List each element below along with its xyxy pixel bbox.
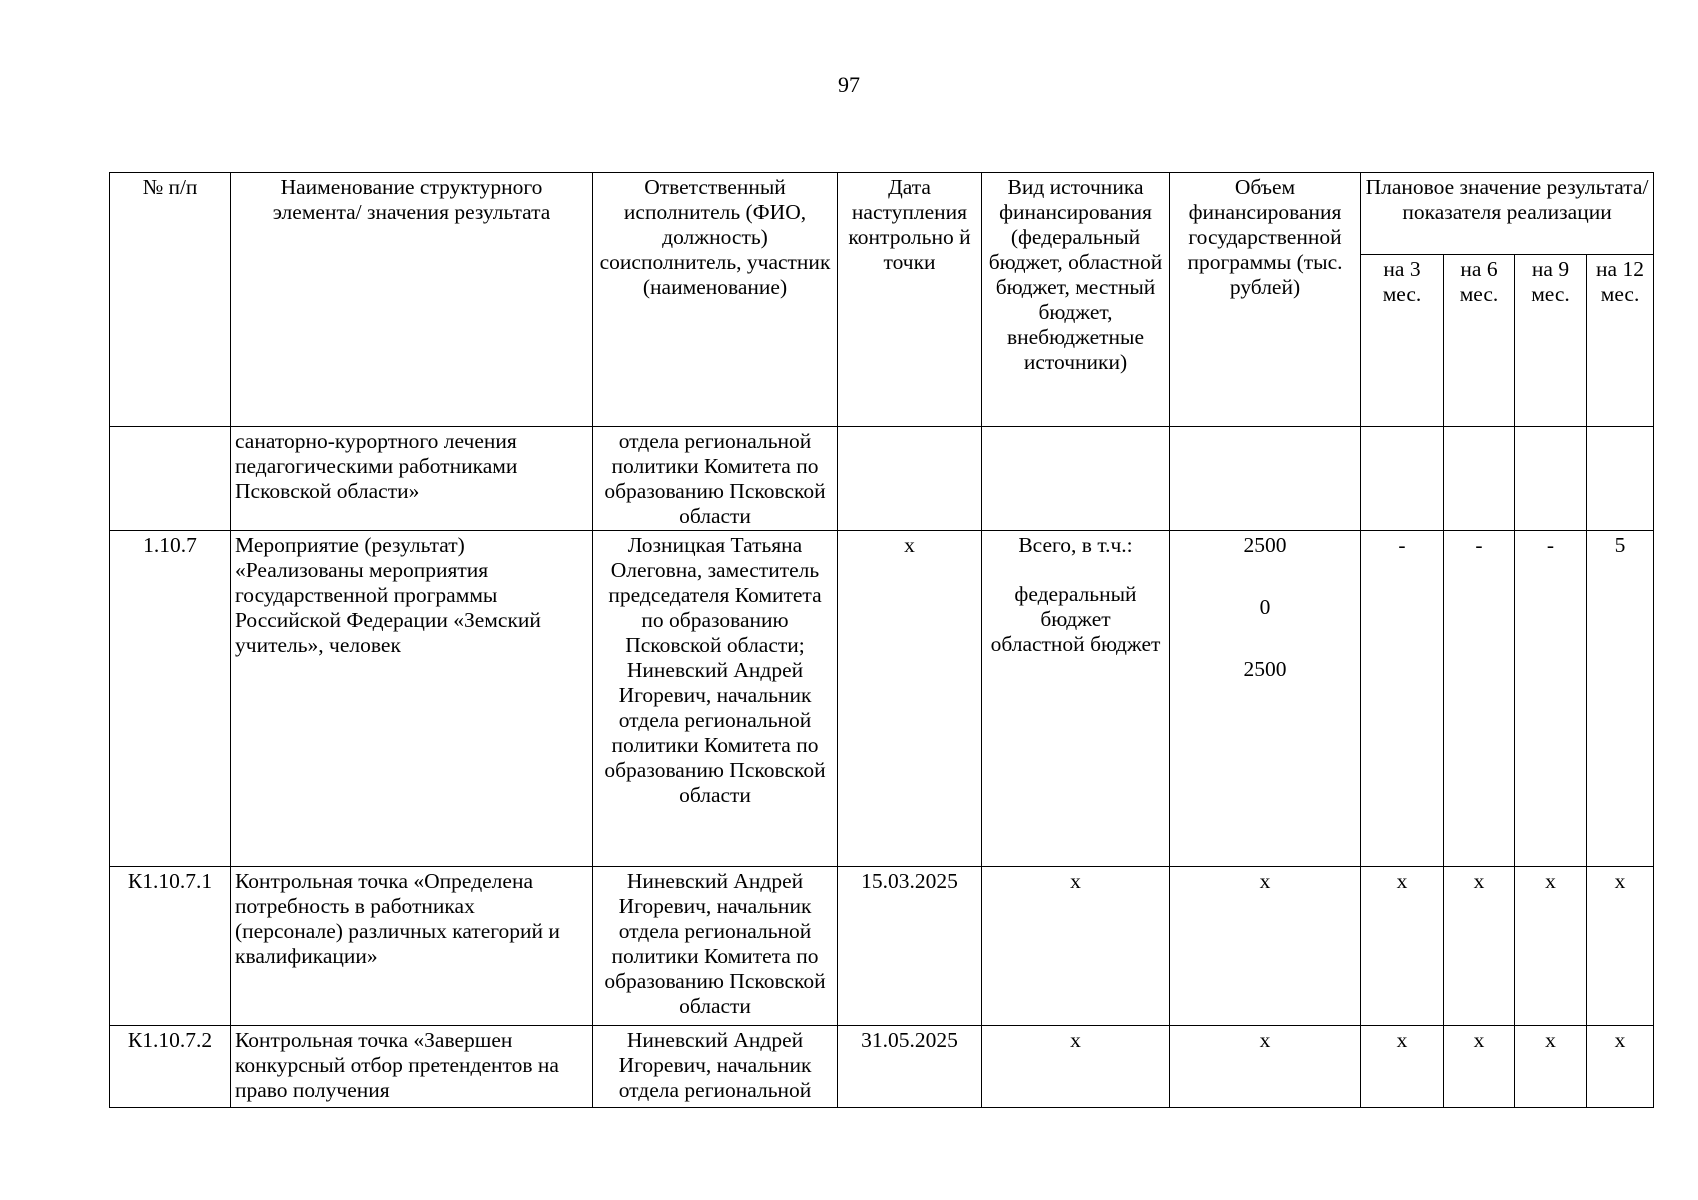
volume-regional: 2500 <box>1243 657 1287 681</box>
source-regional: областной бюджет <box>990 632 1161 656</box>
row-date: х <box>838 531 982 867</box>
program-table <box>109 172 1654 1108</box>
row-volume <box>1170 531 1361 867</box>
row-source <box>982 427 1170 531</box>
row-volume <box>1170 427 1361 531</box>
row-volume: х <box>1170 867 1361 1026</box>
row-m3: х <box>1361 1026 1444 1108</box>
row-name: Контрольная точка «Завершен конкурсный отбор претендентов на право получения <box>231 1026 593 1108</box>
volume-federal: 0 <box>1259 595 1271 619</box>
row-source: х <box>982 1026 1170 1108</box>
row-date: 31.05.2025 <box>838 1026 982 1108</box>
row-m9: - <box>1515 531 1587 867</box>
row-name: Контрольная точка «Определена потребность в работниках (персонале) различных категорий и квалификации» <box>231 867 593 1026</box>
row-executor: Лозницкая Татьяна Олеговна, заместитель председателя Комитета по образованию Псковской области; Ниневский Андрей Игоревич, начальник отдела региональной политики Комитета по образованию Псковской области <box>593 531 838 867</box>
row-m3: х <box>1361 867 1444 1026</box>
source-federal: федеральный бюджет <box>1014 582 1137 631</box>
header-num: № п/п <box>110 173 231 427</box>
row-m9: х <box>1515 1026 1587 1108</box>
table-row <box>110 427 1654 531</box>
header-m3: на 3 мес. <box>1361 255 1444 427</box>
row-executor: Ниневский Андрей Игоревич, начальник отдела региональной политики Комитета по образованию Псковской области <box>593 867 838 1026</box>
row-volume: х <box>1170 1026 1361 1108</box>
row-m12: х <box>1587 867 1654 1026</box>
header-date: Дата наступления контрольно й точки <box>838 173 982 427</box>
row-m3: - <box>1361 531 1444 867</box>
row-m12 <box>1587 427 1654 531</box>
row-source <box>982 531 1170 867</box>
page-number: 97 <box>838 72 860 97</box>
row-m9 <box>1515 427 1587 531</box>
row-name: Мероприятие (результат) «Реализованы мероприятия государственной программы Российской Федерации «Земский учитель», человек <box>231 531 593 867</box>
volume-total: 2500 <box>1243 533 1287 557</box>
header-executor: Ответственный исполнитель (ФИО, должность) соисполнитель, участник (наименование) <box>593 173 838 427</box>
row-num <box>110 427 231 531</box>
header-m9: на 9 мес. <box>1515 255 1587 427</box>
row-source: х <box>982 867 1170 1026</box>
row-date: 15.03.2025 <box>838 867 982 1026</box>
row-executor: Ниневский Андрей Игоревич, начальник отдела региональной <box>593 1026 838 1108</box>
table-row <box>110 531 1654 867</box>
table-row <box>110 1026 1654 1108</box>
row-date <box>838 427 982 531</box>
source-total: Всего, в т.ч.: <box>1018 533 1133 557</box>
table-row <box>110 867 1654 1026</box>
row-num: К1.10.7.2 <box>110 1026 231 1108</box>
header-volume: Объем финансирования государственной программы (тыс. рублей) <box>1170 173 1361 427</box>
row-m6: - <box>1444 531 1515 867</box>
row-name: санаторно-курортного лечения педагогическими работниками Псковской области» <box>231 427 593 531</box>
row-m12: 5 <box>1587 531 1654 867</box>
row-m12: х <box>1587 1026 1654 1108</box>
row-executor: отдела региональной политики Комитета по образованию Псковской области <box>593 427 838 531</box>
row-m6: х <box>1444 1026 1515 1108</box>
header-source: Вид источника финансирования (федеральный бюджет, областной бюджет, местный бюджет, внебюджетные источники) <box>982 173 1170 427</box>
header-m6: на 6 мес. <box>1444 255 1515 427</box>
row-num: 1.10.7 <box>110 531 231 867</box>
header-row <box>110 173 1654 255</box>
header-m12: на 12 мес. <box>1587 255 1654 427</box>
row-m9: х <box>1515 867 1587 1026</box>
row-m6 <box>1444 427 1515 531</box>
header-name: Наименование структурного элемента/ значения результата <box>231 173 593 427</box>
row-num: К1.10.7.1 <box>110 867 231 1026</box>
row-m6: х <box>1444 867 1515 1026</box>
header-plan: Плановое значение результата/показателя реализации <box>1361 173 1654 255</box>
row-m3 <box>1361 427 1444 531</box>
